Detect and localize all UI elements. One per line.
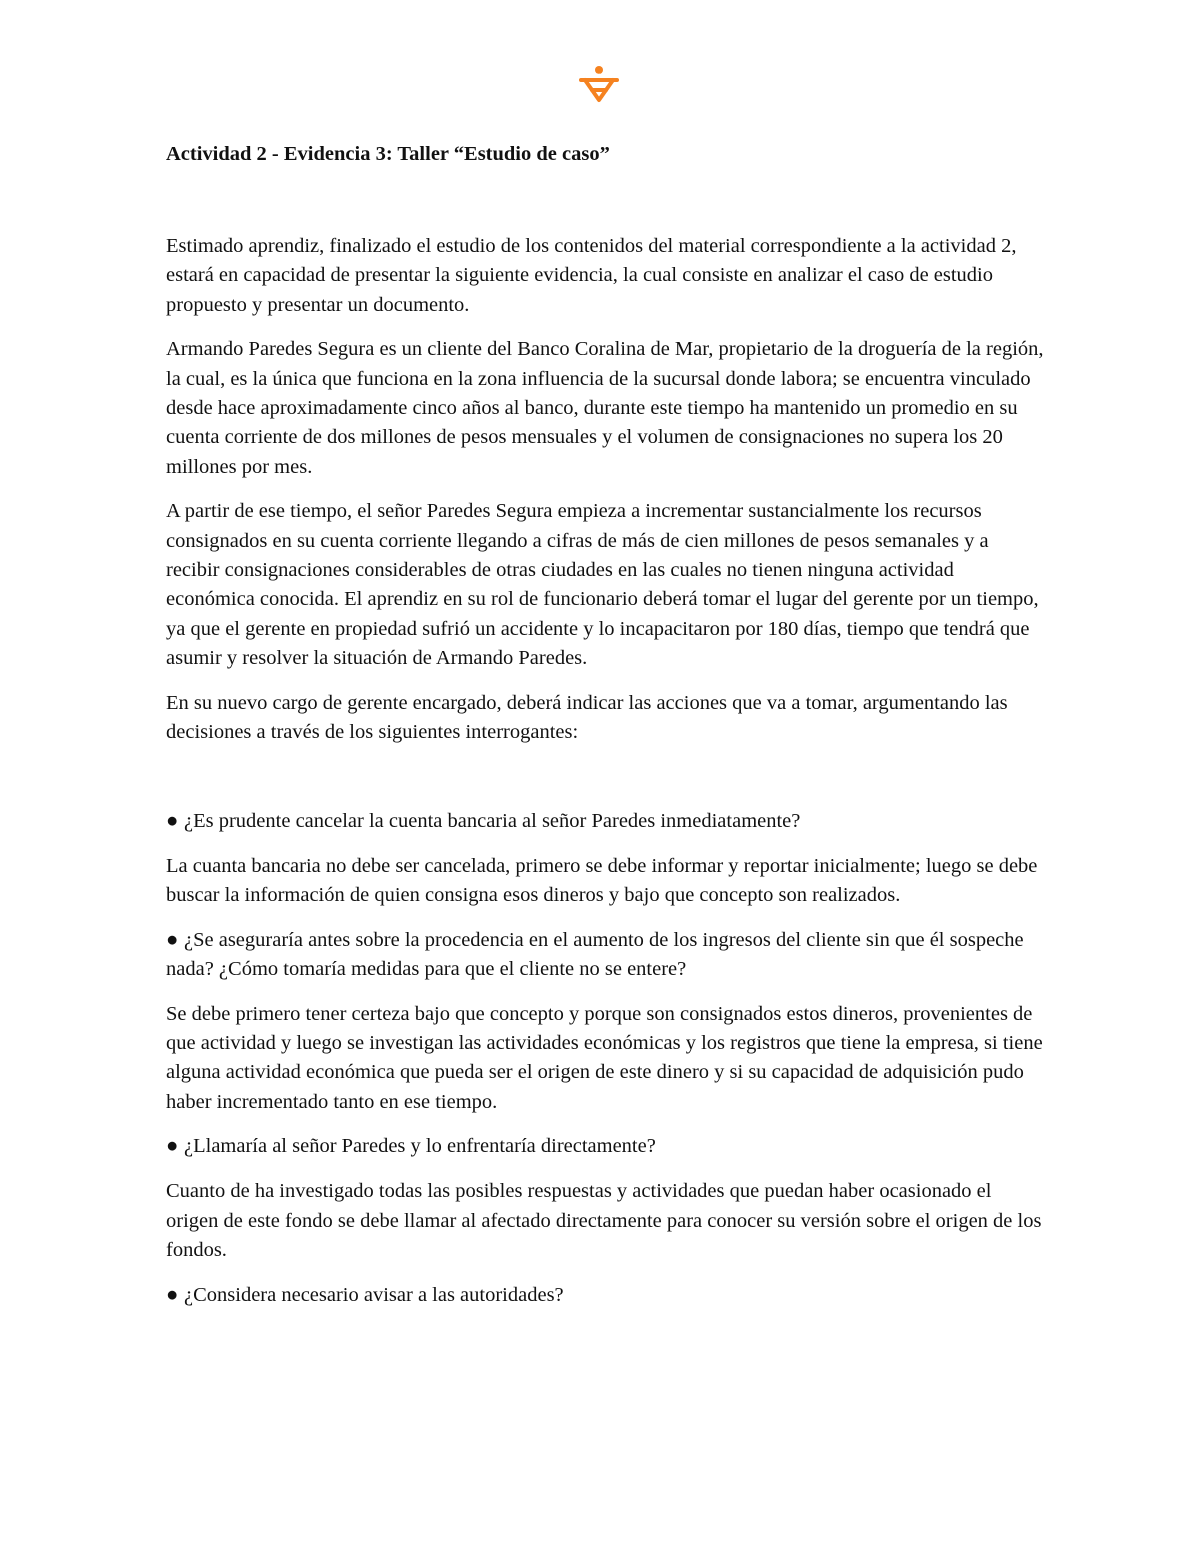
question-3	[166, 1132, 1046, 1161]
document-title: Actividad 2 - Evidencia 3: Taller “Estudio de caso”	[166, 143, 610, 165]
sena-logo-icon	[577, 64, 621, 104]
answer-3: Cuanto de ha investigado todas las posibles respuestas y actividades que puedan haber ocasionado el origen de este fondo se debe llamar al afectado directamente para conocer su versión sobre el origen de los fondos.	[166, 1180, 1042, 1261]
spacer	[166, 763, 1046, 807]
instructions-paragraph: En su nuevo cargo de gerente encargado, deberá indicar las acciones que va a tomar, argumentando las decisiones a través de los siguientes interrogantes:	[166, 691, 1008, 743]
answer-2: Se debe primero tener certeza bajo que concepto y porque son consignados estos dineros, provenientes de que actividad y luego se investigan las actividades económicas y los registros que tiene la empresa, si tiene alguna actividad económica que pueda ser el origen de este dinero y si su capacidad de adquisición pudo haber incrementado tanto en ese tiempo.	[166, 1002, 1043, 1113]
question-1	[166, 807, 1046, 836]
question-2	[166, 926, 1046, 985]
document-content	[166, 140, 1046, 1325]
case-paragraph-1: Armando Paredes Segura es un cliente del Banco Coralina de Mar, propietario de la droguería de la región, la cual, es la única que funciona en la zona influencia de la sucursal donde labora; se encuentra vinculado desde hace aproximadamente cinco años al banco, durante este tiempo ha mantenido un promedio en su cuenta corriente de dos millones de pesos mensuales y el volumen de consignaciones no supera los 20 millones por mes.	[166, 338, 1044, 478]
case-paragraph-2: A partir de ese tiempo, el señor Paredes Segura empieza a incrementar sustancialmente los recursos consignados en su cuenta corriente llegando a cifras de más de cien millones de pesos semanales y a recibir consignaciones considerables de otras ciudades en las cuales no tienen ninguna actividad económica conocida. El aprendiz en su rol de funcionario deberá tomar el lugar del gerente por un tiempo, ya que el gerente en propiedad sufrió un accidente y lo incapacitaron por 180 días, tiempo que tendrá que asumir y resolver la situación de Armando Paredes.	[166, 500, 1039, 669]
bullet-icon: ●	[166, 1135, 179, 1158]
bullet-icon: ●	[166, 809, 179, 832]
question-text: ¿Llamaría al señor Paredes y lo enfrentaría directamente?	[184, 1135, 656, 1158]
question-text: ¿Se aseguraría antes sobre la procedencia en el aumento de los ingresos del cliente sin que él sospeche nada? ¿Cómo tomaría medidas para que el cliente no se entere?	[166, 928, 1024, 980]
logo-text: SENA	[590, 74, 608, 80]
bullet-icon: ●	[166, 928, 179, 951]
intro-paragraph: Estimado aprendiz, finalizado el estudio de los contenidos del material correspondiente a la actividad 2, estará en capacidad de presentar la siguiente evidencia, la cual consiste en analizar el caso de estudio propuesto y presentar un documento.	[166, 235, 1017, 316]
question-text: ¿Considera necesario avisar a las autoridades?	[184, 1283, 564, 1306]
answer-1: La cuanta bancaria no debe ser cancelada, primero se debe informar y reportar inicialmente; luego se debe buscar la información de quien consigna esos dineros y bajo que concepto son realizados.	[166, 854, 1038, 906]
question-4	[166, 1281, 1046, 1310]
question-text: ¿Es prudente cancelar la cuenta bancaria al señor Paredes inmediatamente?	[184, 809, 801, 832]
bullet-icon: ●	[166, 1283, 179, 1306]
